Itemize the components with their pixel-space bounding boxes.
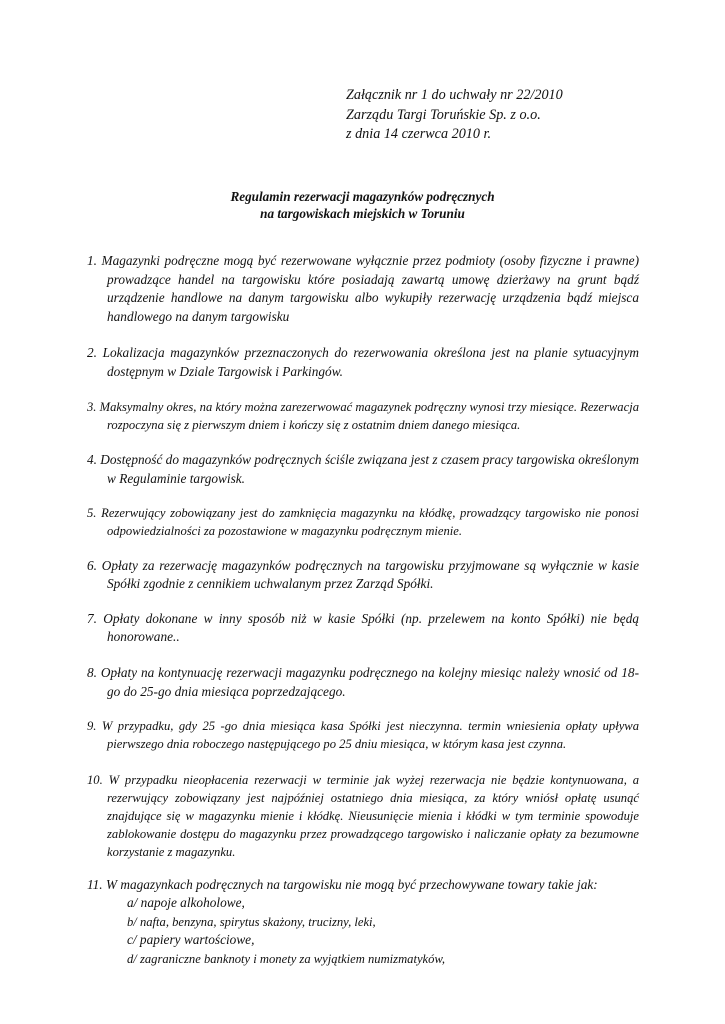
regulation-item-11-text: 11. W magazynkach podręcznych na targowisku nie mogą być przechowywane towary takie jak: xyxy=(87,876,598,892)
regulation-item-8: 8. Opłaty na kontynuację rezerwacji magazynku podręcznego na kolejny miesiąc należy wnosić od 18-go do 25-go dnia miesiąca poprzedzającego. xyxy=(87,664,639,699)
annex-line-2: Zarządu Targi Toruńskie Sp. z o.o. xyxy=(346,106,541,123)
item-11-sublist xyxy=(107,894,639,968)
sublist-item-b: b/ nafta, benzyna, spirytus skażony, trucizny, leki, xyxy=(127,914,376,929)
regulation-item-7: 7. Opłaty dokonane w inny sposób niż w kasie Spółki (np. przelewem na konto Spółki) nie będą honorowane.. xyxy=(87,610,639,645)
regulation-item-4: 4. Dostępność do magazynków podręcznych ściśle związana jest z czasem pracy targowiska określonym w Regulaminie targowisk. xyxy=(87,451,639,486)
annex-header xyxy=(346,86,563,145)
regulation-list xyxy=(87,252,639,969)
sublist-item-d: d/ zagraniczne banknoty i monety za wyjątkiem numizmatyków, xyxy=(127,951,446,966)
regulation-item-1: 1. Magazynki podręczne mogą być rezerwowane wyłącznie przez podmioty (osoby fizyczne i prawne) prowadzące handel na targowisku które posiadają zawartą umowę dzierżawy na grunt bądź urządzenie handlowe na danym targowisku albo wykupiły rezerwację urządzenia bądź miejsca handlowego na danym targowisku xyxy=(87,253,639,324)
annex-line-3: z dnia 14 czerwca 2010 r. xyxy=(346,126,492,142)
title-line-2: na targowiskach miejskich w Toruniu xyxy=(260,205,465,221)
sublist-item-c: c/ papiery wartościowe, xyxy=(127,932,255,948)
title-line-1: Regulamin rezerwacji magazynków podręcznych xyxy=(230,189,495,204)
regulation-item-2: 2. Lokalizacja magazynków przeznaczonych do rezerwowania określona jest na planie sytuacyjnym dostępnym w Dziale Targowisk i Parkingów. xyxy=(87,345,639,379)
document-title xyxy=(0,189,725,223)
regulation-item-10: 10. W przypadku nieopłacenia rezerwacji w terminie jak wyżej rezerwacja nie będzie kontynuowana, a rezerwujący zobowiązany jest najpóźniej ostatniego dnia miesiąca, za który wniósł opłatę usunąć znajdujące się w magazynku mienie i kłódkę. Nieusunięcie mienia i kłódki w tym terminie spowoduje zablokowanie dostępu do magazynku przez prowadzącego targowisko i naliczanie opłaty za bezumowne korzystanie z magazynku. xyxy=(87,772,639,860)
annex-line-1: Załącznik nr 1 do uchwały nr 22/2010 xyxy=(346,87,563,103)
regulation-item-5: 5. Rezerwujący zobowiązany jest do zamknięcia magazynku na kłódkę, prowadzący targowisko nie ponosi odpowiedzialności za pozostawione w magazynku podręcznym mienie. xyxy=(87,506,639,539)
regulation-item-6: 6. Opłaty za rezerwację magazynków podręcznych na targowisku przyjmowane są wyłącznie w kasie Spółki zgodnie z cennikiem uchwalanym przez Zarząd Spółki. xyxy=(87,557,639,592)
regulation-item-3: 3. Maksymalny okres, na który można zarezerwować magazynek podręczny wynosi trzy miesiące. Rezerwacja rozpoczyna się z pierwszym dniem i kończy się z ostatnim dniem danego miesiąca. xyxy=(87,399,639,432)
regulation-item-11 xyxy=(87,876,639,969)
regulation-item-9: 9. W przypadku, gdy 25 -go dnia miesiąca kasa Spółki jest nieczynna. termin wniesienia opłaty upływa pierwszego dnia roboczego następującego po 25 dniu miesiąca, w którym kasa jest czynna. xyxy=(87,719,639,752)
sublist-item-a: a/ napoje alkoholowe, xyxy=(127,895,245,911)
